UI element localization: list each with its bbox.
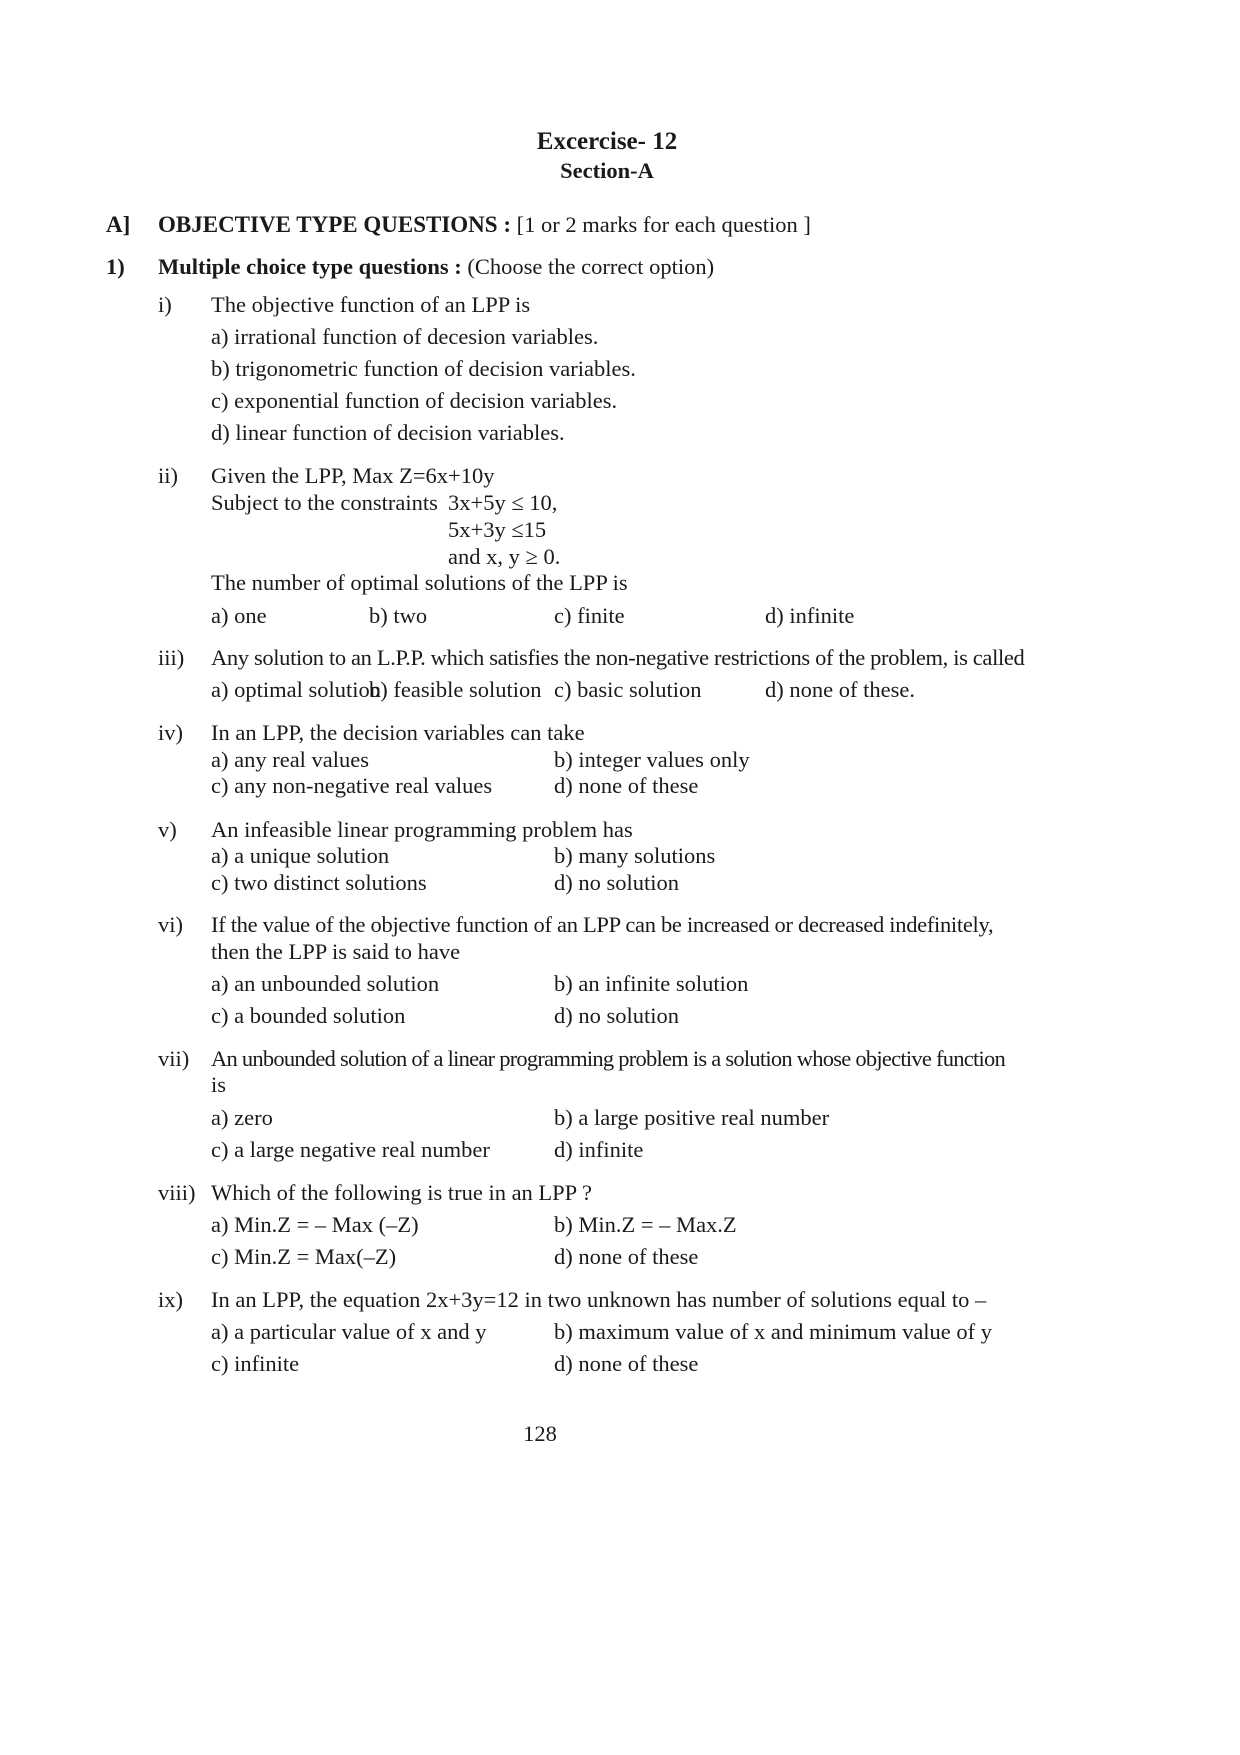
question-stem: Any solution to an L.P.P. which satisfies the non-negative restrictions of the problem, is called [211,645,1025,670]
option-b: b) an infinite solution [554,971,749,996]
option-b: b) trigonometric function of decision variables. [211,356,636,381]
option-a: a) an unbounded solution [211,971,440,996]
option-c: c) a large negative real number [211,1137,490,1162]
question-stem: An unbounded solution of a linear programming problem is a solution whose objective function [211,1046,1005,1071]
option-d: d) linear function of decision variables. [211,420,565,445]
constraint-1: 3x+5y ≤ 10, [448,490,558,515]
question-number: ii) [158,463,178,488]
question-stem-continued: is [211,1072,227,1097]
option-c: c) infinite [211,1351,300,1376]
question-number: i) [158,292,172,317]
option-c: c) Min.Z = Max(–Z) [211,1244,397,1269]
question-number: vi) [158,912,183,937]
question-number: iii) [158,645,185,670]
question-number: vii) [158,1046,190,1071]
option-a: a) a particular value of x and y [211,1319,487,1344]
question-stem-continued: The number of optimal solutions of the LPP is [211,570,628,595]
question-number: iv) [158,720,183,745]
question-stem: If the value of the objective function of an LPP can be increased or decreased indefinitely, [211,912,994,937]
option-b: b) a large positive real number [554,1105,830,1130]
part-instruction: (Choose the correct option) [467,254,715,279]
exercise-title: Excercise- 12 [536,128,678,155]
option-d: d) no solution [554,1003,680,1028]
option-d: d) infinite [765,603,855,628]
option-d: d) none of these. [765,677,915,702]
part-label: 1) [106,254,125,279]
option-b: b) maximum value of x and minimum value of y [554,1319,993,1344]
section-title: Section-A [560,158,654,183]
option-c: c) exponential function of decision variables. [211,388,618,413]
part-heading-line [158,253,714,281]
section-note: [1 or 2 marks for each question ] [516,212,811,237]
option-c: c) finite [554,603,625,628]
option-d: d) none of these [554,1351,699,1376]
option-a: a) any real values [211,747,370,772]
option-a: a) optimal solution [211,677,381,702]
section-label: A] [106,212,131,237]
question-stem: In an LPP, the decision variables can take [211,720,585,745]
question-number: v) [158,817,177,842]
option-a: a) Min.Z = – Max (–Z) [211,1212,419,1237]
constraints-label: Subject to the constraints [211,490,438,515]
question-number: viii) [158,1180,196,1205]
constraint-3: and x, y ≥ 0. [448,544,561,569]
option-d: d) no solution [554,870,680,895]
option-a: a) one [211,603,267,628]
question-number: ix) [158,1287,183,1312]
option-c: c) two distinct solutions [211,870,427,895]
option-b: b) integer values only [554,747,750,772]
option-d: d) none of these [554,1244,699,1269]
question-stem: In an LPP, the equation 2x+3y=12 in two unknown has number of solutions equal to – [211,1287,987,1312]
part-heading: Multiple choice type questions : [158,254,462,279]
option-a: a) zero [211,1105,273,1130]
question-stem-continued: then the LPP is said to have [211,939,461,964]
option-a: a) a unique solution [211,843,390,868]
section-heading-line [158,211,811,239]
question-stem: Which of the following is true in an LPP ? [211,1180,592,1205]
option-d: d) none of these [554,773,699,798]
option-c: c) a bounded solution [211,1003,406,1028]
option-b: b) two [369,603,428,628]
question-stem: An infeasible linear programming problem has [211,817,633,842]
option-c: c) basic solution [554,677,702,702]
option-d: d) infinite [554,1137,644,1162]
page-number: 128 [523,1421,557,1446]
option-b: b) Min.Z = – Max.Z [554,1212,737,1237]
option-c: c) any non-negative real values [211,773,493,798]
option-b: b) feasible solution [369,677,542,702]
section-heading: OBJECTIVE TYPE QUESTIONS : [158,212,511,237]
question-stem: Given the LPP, Max Z=6x+10y [211,463,495,488]
constraint-2: 5x+3y ≤15 [448,517,547,542]
question-stem: The objective function of an LPP is [211,292,531,317]
option-b: b) many solutions [554,843,716,868]
option-a: a) irrational function of decesion variables. [211,324,599,349]
